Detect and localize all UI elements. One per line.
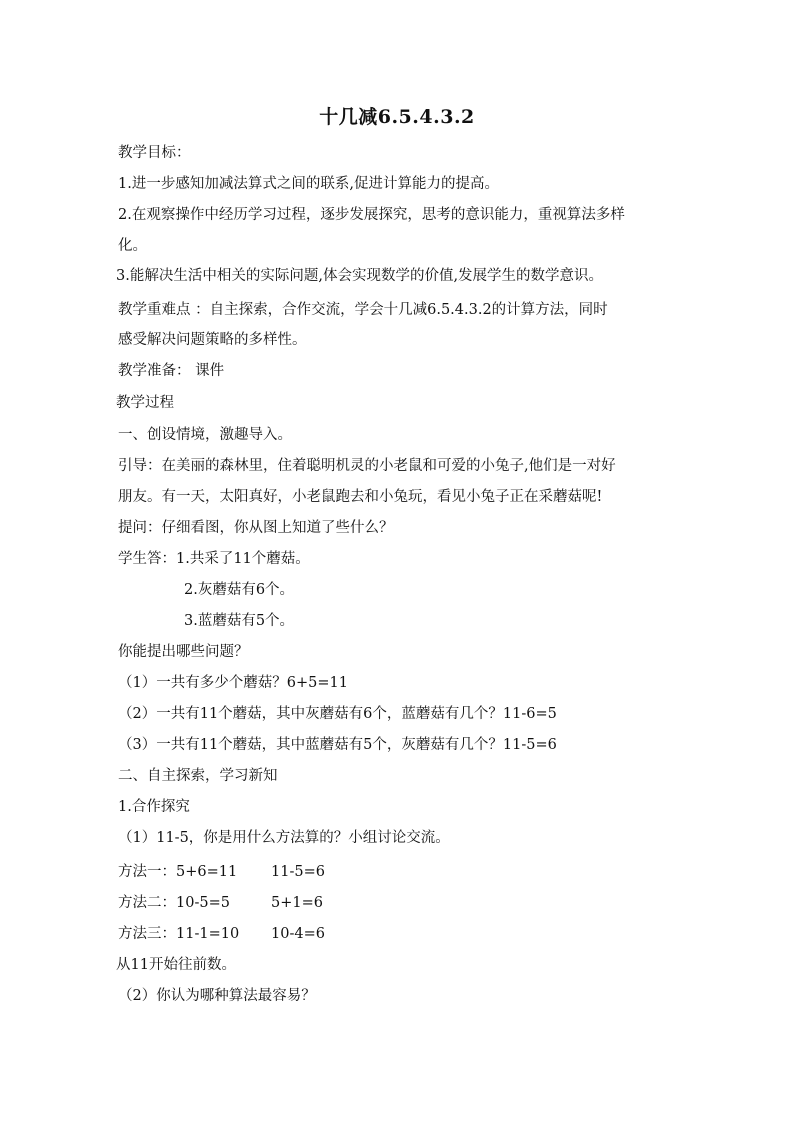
student-answer-1: 学生答：1.共采了11个蘑菇。 <box>118 551 310 567</box>
method-1-label: 方法一：5+6=11 <box>118 864 238 880</box>
method-3-label: 方法三：11-1=10 <box>118 926 240 942</box>
method-2-label: 方法二：10-5=5 <box>118 895 230 911</box>
cooperative-inquiry: 1.合作探究 <box>118 799 190 815</box>
method-3 <box>118 924 239 944</box>
document-title: 十几减6.5.4.3.2 <box>319 106 475 128</box>
inquiry-question-2: （2）你认为哪种算法最容易？ <box>118 988 316 1004</box>
guide-paragraph: 引导：在美丽的森林里，住着聪明机灵的小老鼠和可爱的小兔子,他们是一对好 <box>118 458 616 474</box>
objective-1: 1.进一步感知加减法算式之间的联系,促进计算能力的提高。 <box>118 176 499 192</box>
process-heading: 教学过程 <box>116 395 174 411</box>
method-1-second: 11-5=6 <box>271 864 325 880</box>
section-2-heading: 二、自主探索，学习新知 <box>118 768 278 784</box>
objective-2-continued: 化。 <box>118 238 147 254</box>
question-prompt: 提问：仔细看图，你从图上知道了些什么？ <box>118 520 394 536</box>
objectives-heading: 教学目标： <box>118 145 191 161</box>
objective-3: 3.能解决生活中相关的实际问题,体会实现数学的价值,发展学生的数学意识。 <box>116 268 604 284</box>
method-2-second: 5+1=6 <box>271 895 323 911</box>
student-answer-3: 3.蓝蘑菇有5个。 <box>184 613 295 629</box>
key-points-continued: 感受解决问题策略的多样性。 <box>118 332 307 348</box>
question-3: （3）一共有11个蘑菇，其中蓝蘑菇有5个，灰蘑菇有几个？11-5=6 <box>118 737 557 753</box>
preparation: 教学准备： 课件 <box>118 363 225 379</box>
ask-questions: 你能提出哪些问题？ <box>118 644 249 660</box>
method-1 <box>118 862 237 882</box>
inquiry-question-1: （1）11-5，你是用什么方法算的？小组讨论交流。 <box>118 830 450 846</box>
guide-paragraph-continued: 朋友。有一天，太阳真好，小老鼠跑去和小兔玩，看见小兔子正在采蘑菇呢! <box>118 489 603 505</box>
method-3-second: 10-4=6 <box>271 926 325 942</box>
count-backwards: 从11开始往前数。 <box>116 957 236 973</box>
method-2 <box>118 893 230 913</box>
key-points: 教学重难点 ：自主探索，合作交流，学会十几减6.5.4.3.2的计算方法，同时 <box>118 302 608 318</box>
student-answer-2: 2.灰蘑菇有6个。 <box>184 582 295 598</box>
question-1: （1）一共有多少个蘑菇？6+5=11 <box>118 675 348 691</box>
question-2: （2）一共有11个蘑菇，其中灰蘑菇有6个，蓝蘑菇有几个？11-6=5 <box>118 706 557 722</box>
section-1-heading: 一、创设情境，激趣导入。 <box>118 427 292 443</box>
objective-2: 2.在观察操作中经历学习过程，逐步发展探究，思考的意识能力，重视算法多样 <box>118 207 625 223</box>
